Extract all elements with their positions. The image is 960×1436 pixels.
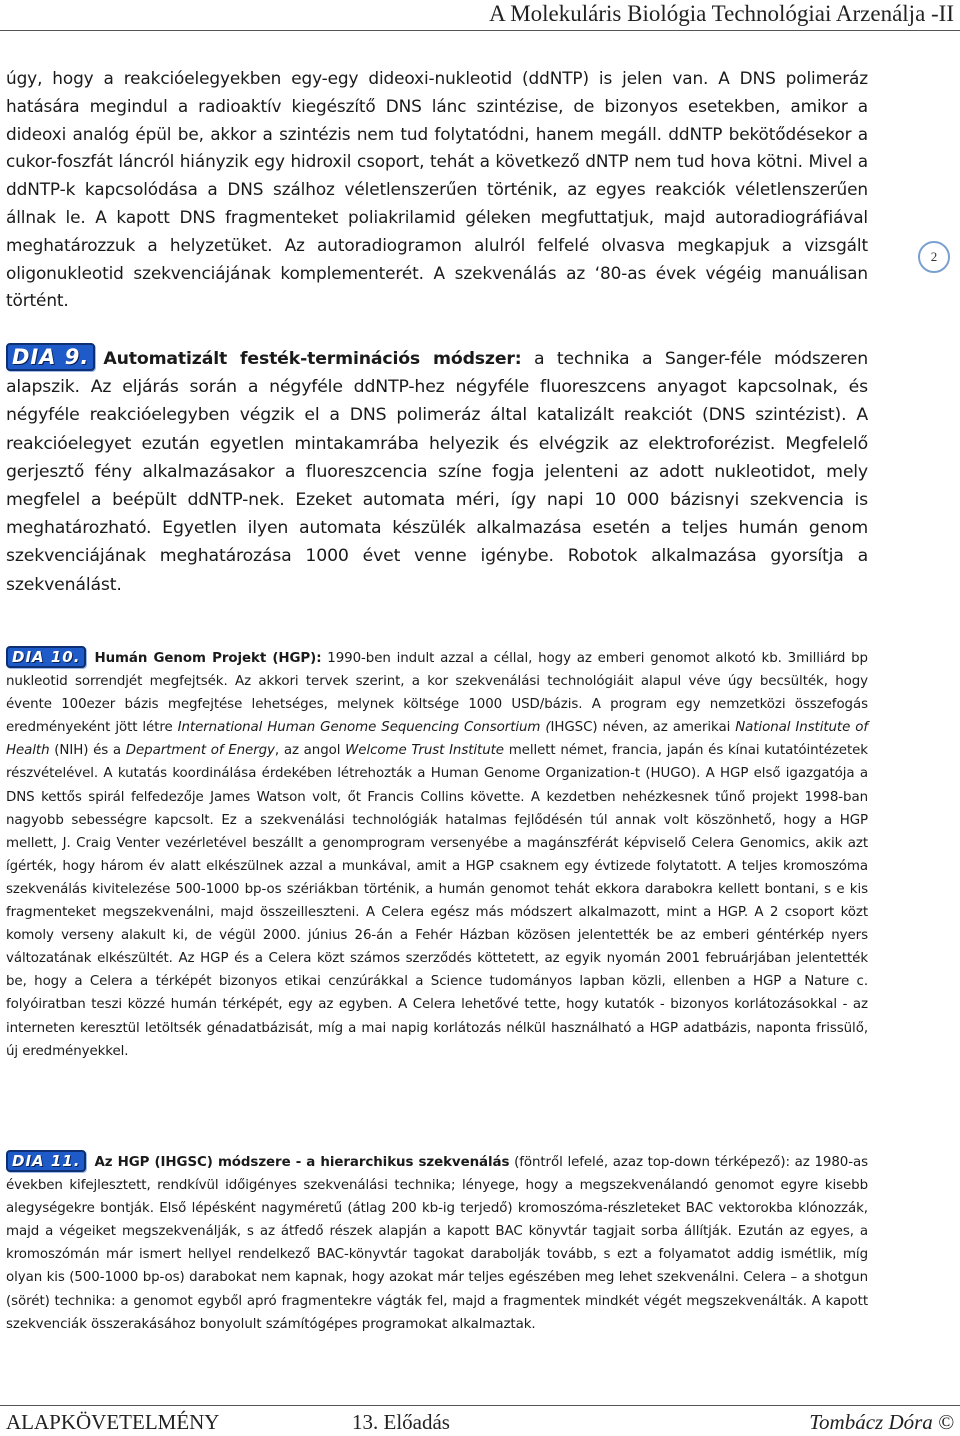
dia-10-italic-nih: National Institute of Health xyxy=(6,720,868,759)
dia-10-italic-ihgsc: International Human Genome Sequencing Consortium ( xyxy=(177,720,551,736)
paragraph-dia-11 xyxy=(6,1150,868,1336)
dia-10-italic-doe: Department of Energy xyxy=(125,743,275,759)
dia-10-text-1: 1990-ben indult azzal a céllal, hogy az emberi genomot alkotó kb. 3milliárd bp nukleotid sorrendjét megfejtsék. Az akkori tervek szerint, a kor szekvenálási technológiáit alapul véve úgy becsülték, hogy évente 100ezer bázis megfejtése lehetséges, melynek költsége 1000 USD/bázis. A program egy nemzetközi összefogás eredményeként jött létre xyxy=(6,651,868,736)
footer-center: 13. Előadás xyxy=(352,1410,450,1434)
dia-10-badge: DIA 10. xyxy=(6,646,86,668)
dia-10-italic-welcome: Welcome Trust Institute xyxy=(345,743,504,759)
dia-11-heading: Az HGP (IHGSC) módszere - a hierarchikus szekvenálás xyxy=(94,1155,510,1170)
dia-11-badge: DIA 11. xyxy=(6,1150,86,1172)
page-header xyxy=(0,0,960,31)
dia-10-heading: Humán Genom Projekt (HGP): xyxy=(94,651,322,666)
dia-9-text: a technika a Sanger-féle módszeren alapszik. Az eljárás során a négyféle ddNTP-hez négyféle fluoreszcens anyagot kapcsolnak, és négyféle reakcióelegyben végzik el a DNS polimeráz által katalizált reakciót (DNS szintézist). A reakcióelegyet ezután egyetlen mintakamrába helyezik és elvégzik az elektroforézist. Megfelelő gerjesztő fény alkalmazásakor a fluoreszcencia színe fogja jelenteni az adott nukleotidot, mely megfelel a beépült ddNTP-nek. Ezeket automata méri, így napi 10 000 bázisnyi szekvencia is meghatározható. Egyetlen ilyen automata készülék alkalmazása esetén a teljes humán genom szekvenciájának meghatározása 1000 évet venne igénybe. Robotok alkalmazása gyorsítja a szekvenálást. xyxy=(6,349,868,595)
dia-10-text-2: IHGSC) néven, az amerikai xyxy=(550,720,736,736)
paragraph-dia-9 xyxy=(6,343,868,599)
footer-right: Tombácz Dóra © xyxy=(809,1410,954,1434)
page-footer xyxy=(0,1405,960,1436)
paragraph-dia-10 xyxy=(6,646,868,1063)
paragraph-sanger-manual: úgy, hogy a reakcióelegyekben egy-egy dideoxi-nukleotid (ddNTP) is jelen van. A DNS polimeráz hatására megindul a radioaktív kiegészítő DNS lánc szintézise, de bizonyos esetekben, amikor a dideoxi analóg épül be, akkor a szintézis nem tud folytatódni, hanem megáll. ddNTP bekötődésekor a cukor-foszfát láncról hiányzik egy hidroxil csoport, tehát a következő dNTP nem tud hova kötni. Mivel a ddNTP-k kapcsolódása a DNS szálhoz véletlenszerűen történik, az egyes reakciók véletlenszerűen állnak le. A kapott DNS fragmenteket poliakrilamid géleken megfuttatjuk, majd autoradiográfiával meghatározzuk a helyzetüket. Az autoradiogramon alulról felfelé olvasva megkapjuk a vizsgált oligonukleotid szekvenciájának komplementerét. A szekvenálás az ‘80-as évek végéig manuálisan történt. xyxy=(6,68,868,311)
page-number: 2 xyxy=(918,241,950,273)
footer-left: ALAPKÖVETELMÉNY xyxy=(6,1410,220,1434)
dia-10-text-5: mellett német, francia, japán és kínai kutatóintézetek részvételével. A kutatás koordinálása érdekében létrehozták a Human Genome Organization-t (HUGO). A HGP első igazgatója a DNS kettős spirál felfedezője James Watson volt, őt Francis Collins követte. A kezdetben nehézkesnek tűnő projekt 1998-ban nagyobb sebességre kapcsolt. Ez a szekvenálási technológiák hatalmas fejlődésén túl annak volt köszönhető, hogy a HGP mellett, J. Craig Venter vezérletével beszállt a genomprogram versenyébe a magánszférát képviselő Celera Genomics, akik azt ígérték, hogy három év alatt elkészülnek azzal a munkával, amit a HGP csaknem egy évtizede folytatott. A teljes kromoszóma szekvenálás kivitelezése 500-1000 bp-os szériákban történik, a humán genomot tehát ekkora darabokra kellett bontani, s e kis fragmenteket megszekvenálni, majd összeilleszteni. A Celera egész más módszert alkalmazott, mint a HGP. A 2 csoport közt komoly verseny alakult ki, de végül 2000. június 26-án a Fehér Házban közösen jelentették be az emberi géntérkép nyers változatának elkészültét. Az HGP és a Celera közt számos szerződés köttetett, az egyik nyomán 2001 februárjában jelentették be, hogy a Celera a térképét bizonyos etikai cenzúrákkal a Science tudományos lapban közli, ellenben a HGP a Nature c. folyóiratban teszi közzé humán térképét, egy az egyben. A Celera lehetővé tette, hogy kutatók - bizonyos korlátozásokkal - az interneten keresztül letöltsék génadatbázisát, míg a mai napig korlátozás nélkül használható a HGP adatbázis, naponta frissülő, új eredményekkel. xyxy=(6,743,868,1059)
dia-9-heading: Automatizált festék-terminációs módszer: xyxy=(103,349,522,369)
header-title: A Molekuláris Biológia Technológiai Arzenálja -II xyxy=(489,1,954,26)
dia-11-text: (föntről lefelé, azaz top-down térképező): az 1980-as években kifejlesztett, rendkívül időigényes szekvenálási technika; lényege, hogy a megszekvenálandó genomot egyre kisebb alegységekre bontják. Első lépésként nagyméretű (átlag 200 kb-ig terjedő) kromoszóma-részleteket BAC vektorokba klónozzák, majd a végeiket megszekvenálják, s az átfedő részek alapján a kapott BAC könyvtár tagjait sorba állítják. Ezután az egyes, a kromoszómán már ismert hellyel rendelkező BAC-könyvtár tagokat darabolják tovább, s ezt a folyamatot addig ismétlik, míg olyan kis (500-1000 bp-os) darabokat nem kapnak, hogy azokat már teljes egészében meg lehet szekvenálni. Celera – a shotgun (sörét) technika: a genomot egyből apró fragmentekre vágták fel, majd a fragmentek mindkét végét megszekvenálták. A kapott szekvenciák összerakásához bonyolult számítógépes programokat alkalmaztak. xyxy=(6,1155,868,1332)
dia-10-text-3: (NIH) és a xyxy=(49,743,126,759)
dia-9-badge: DIA 9. xyxy=(6,343,95,371)
dia-10-text-4: , az angol xyxy=(274,743,346,759)
